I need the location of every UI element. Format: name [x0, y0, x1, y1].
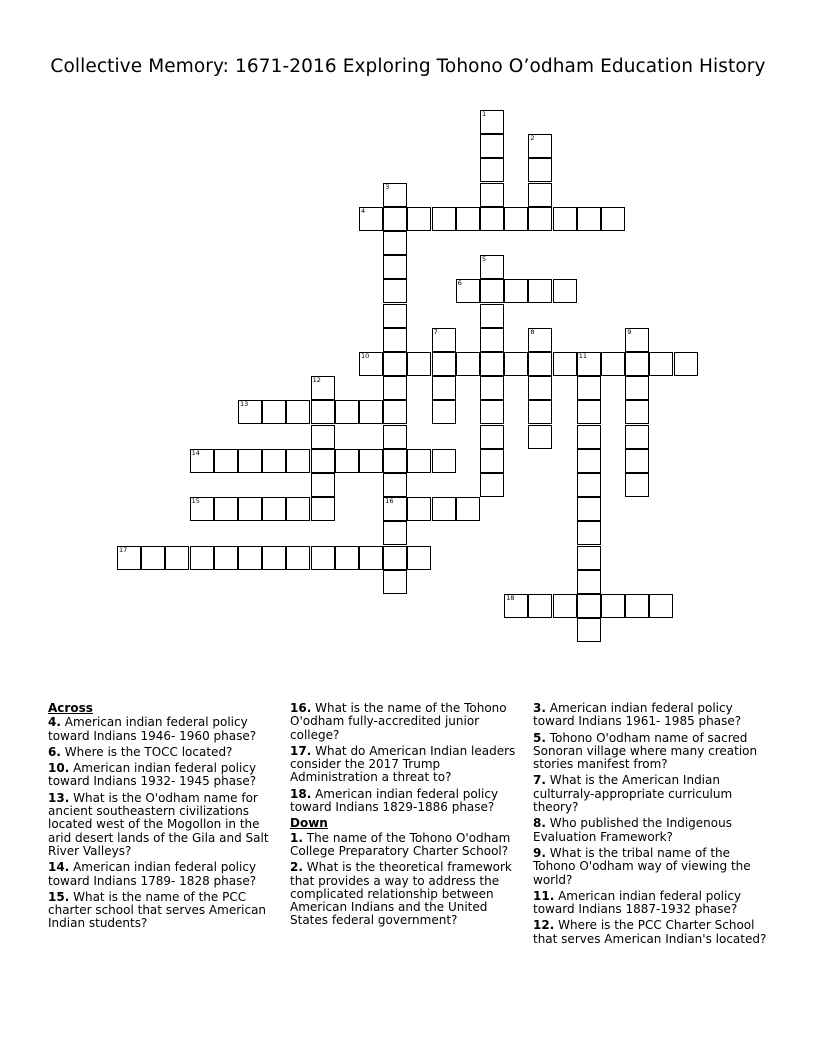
grid-cell[interactable]: [528, 328, 552, 352]
down-clue-9: [533, 847, 769, 887]
clue-text: American indian federal policy toward Indians 1887-1932 phase?: [533, 888, 742, 917]
grid-cell[interactable]: [577, 546, 601, 570]
grid-cell[interactable]: [407, 449, 431, 473]
grid-cell[interactable]: [625, 328, 649, 352]
grid-cell[interactable]: [359, 546, 383, 570]
clue-number: 5.: [533, 730, 546, 745]
clue-number: 18.: [290, 786, 312, 801]
grid-cell[interactable]: [577, 570, 601, 594]
grid-cell[interactable]: [480, 328, 504, 352]
grid-cell[interactable]: [456, 497, 480, 521]
grid-cell[interactable]: [577, 618, 601, 642]
clues-column-2: [290, 702, 520, 931]
cell-number: 4: [361, 206, 366, 215]
grid-cell[interactable]: [528, 352, 552, 376]
grid-cell[interactable]: [480, 425, 504, 449]
grid-cell[interactable]: [456, 207, 480, 231]
grid-cell[interactable]: [577, 594, 601, 618]
clue-number: 15.: [48, 889, 70, 904]
clue-number: 14.: [48, 860, 70, 875]
clue-text: American indian federal policy toward Indians 1789- 1828 phase?: [48, 860, 257, 888]
grid-cell[interactable]: [335, 449, 359, 473]
across-clue-4: [48, 716, 270, 743]
grid-cell[interactable]: [383, 352, 407, 376]
clue-text: What is the name of the Tohono O'odham fully-accredited junior college?: [290, 701, 507, 742]
clue-text: What do American Indian leaders consider the 2017 Trump Administration a threat to?: [290, 743, 516, 785]
grid-cell[interactable]: [286, 546, 310, 570]
grid-cell[interactable]: [553, 207, 577, 231]
clues-column-3: [533, 702, 769, 949]
grid-cell[interactable]: [214, 449, 238, 473]
grid-cell[interactable]: [480, 207, 504, 231]
across-heading: Across: [48, 701, 93, 715]
cell-number: 3: [385, 182, 390, 191]
down-clue-2: [290, 861, 520, 927]
grid-cell[interactable]: [625, 594, 649, 618]
clue-number: 1.: [290, 830, 303, 845]
clue-text: What is the theoretical framework that provides a way to address the complicated relationship between American Indians and the United States federal government?: [290, 860, 512, 928]
grid-cell[interactable]: [335, 546, 359, 570]
cell-number: 1: [482, 110, 487, 118]
grid-cell[interactable]: [383, 497, 407, 521]
clue-number: 2.: [290, 860, 303, 875]
down-clue-8: [533, 817, 769, 844]
grid-cell[interactable]: [577, 207, 601, 231]
clue-number: 3.: [533, 701, 546, 715]
grid-cell[interactable]: [480, 158, 504, 182]
grid-cell[interactable]: [456, 279, 480, 303]
grid-cell[interactable]: [383, 400, 407, 424]
grid-cell[interactable]: [432, 352, 456, 376]
grid-cell[interactable]: [480, 376, 504, 400]
grid-cell[interactable]: [577, 497, 601, 521]
clue-number: 6.: [48, 744, 61, 759]
grid-cell[interactable]: [528, 400, 552, 424]
grid-cell[interactable]: [141, 546, 165, 570]
across-clue-16: [290, 702, 520, 742]
grid-cell[interactable]: [383, 328, 407, 352]
cell-number: 16: [385, 497, 394, 506]
grid-cell[interactable]: [383, 183, 407, 207]
grid-cell[interactable]: [528, 376, 552, 400]
grid-cell[interactable]: [674, 352, 698, 376]
grid-cell[interactable]: [625, 473, 649, 497]
cell-number: 8: [530, 327, 535, 336]
clue-text: American indian federal policy toward Indians 1946- 1960 phase?: [48, 715, 257, 743]
grid-cell[interactable]: [528, 279, 552, 303]
grid-cell[interactable]: [311, 497, 335, 521]
grid-cell[interactable]: [504, 207, 528, 231]
grid-cell[interactable]: [359, 352, 383, 376]
grid-cell[interactable]: [504, 279, 528, 303]
grid-cell[interactable]: [480, 110, 504, 134]
grid-cell[interactable]: [359, 207, 383, 231]
clue-text: What is the O'odham name for ancient southeastern civilizations located west of the Mogollon in the arid desert lands of the Gila and Salt River Valleys?: [48, 790, 269, 858]
down-clue-5: [533, 732, 769, 772]
down-heading: Down: [290, 816, 328, 831]
grid-cell[interactable]: [407, 352, 431, 376]
grid-cell[interactable]: [238, 546, 262, 570]
clue-text: What is the American Indian culturraly-appropriate curriculum theory?: [533, 773, 733, 815]
clue-text: American indian federal policy toward Indians 1932- 1945 phase?: [48, 761, 257, 789]
cell-number: 13: [240, 400, 249, 409]
cell-number: 5: [482, 255, 487, 264]
clue-number: 11.: [533, 888, 555, 903]
grid-cell[interactable]: [383, 376, 407, 400]
grid-cell[interactable]: [432, 328, 456, 352]
cell-number: 17: [119, 545, 128, 554]
grid-cell[interactable]: [214, 546, 238, 570]
grid-cell[interactable]: [311, 546, 335, 570]
grid-cell[interactable]: [625, 449, 649, 473]
cell-number: 12: [312, 376, 321, 385]
across-clue-10: [48, 762, 270, 789]
grid-cell[interactable]: [262, 497, 286, 521]
grid-cell[interactable]: [553, 594, 577, 618]
grid-cell[interactable]: [625, 352, 649, 376]
clue-number: 17.: [290, 743, 312, 758]
cell-number: 10: [361, 352, 370, 360]
cell-number: 15: [191, 497, 200, 506]
grid-cell[interactable]: [528, 207, 552, 231]
clue-text: Who published the Indigenous Evaluation Framework?: [533, 816, 732, 844]
cell-number: 14: [191, 448, 200, 457]
grid-cell[interactable]: [311, 376, 335, 400]
down-clue-11: [533, 890, 769, 917]
grid-cell[interactable]: [383, 207, 407, 231]
grid-cell[interactable]: [649, 352, 673, 376]
clue-text: The name of the Tohono O'odham College Preparatory Charter School?: [290, 830, 511, 858]
across-clue-14: [48, 861, 270, 888]
grid-cell[interactable]: [359, 400, 383, 424]
clue-number: 9.: [533, 845, 546, 860]
grid-cell[interactable]: [480, 400, 504, 424]
cell-number: 9: [627, 327, 632, 336]
across-clue-13: [48, 792, 270, 858]
grid-cell[interactable]: [432, 497, 456, 521]
cell-number: 7: [433, 327, 438, 336]
grid-cell[interactable]: [528, 158, 552, 182]
grid-cell[interactable]: [286, 400, 310, 424]
grid-cell[interactable]: [311, 400, 335, 424]
clue-text: American indian federal policy toward Indians 1961- 1985 phase?: [533, 701, 742, 729]
grid-cell[interactable]: [480, 304, 504, 328]
grid-cell[interactable]: [190, 546, 214, 570]
grid-cell[interactable]: [577, 449, 601, 473]
down-clue-1: [290, 832, 520, 859]
grid-cell[interactable]: [383, 521, 407, 545]
down-clue-7: [533, 774, 769, 814]
clue-text: What is the tribal name of the Tohono O'odham way of viewing the world?: [533, 845, 751, 887]
grid-cell[interactable]: [383, 425, 407, 449]
grid-cell[interactable]: [311, 449, 335, 473]
clue-text: Tohono O'odham name of sacred Sonoran village where many creation stories manifest from?: [533, 730, 758, 772]
grid-cell[interactable]: [528, 425, 552, 449]
grid-cell[interactable]: [601, 352, 625, 376]
grid-cell[interactable]: [117, 546, 141, 570]
grid-cell[interactable]: [504, 594, 528, 618]
grid-cell[interactable]: [432, 449, 456, 473]
grid-cell[interactable]: [383, 449, 407, 473]
grid-cell[interactable]: [625, 425, 649, 449]
clues-column-1: [48, 702, 270, 934]
grid-cell[interactable]: [238, 400, 262, 424]
grid-cell[interactable]: [383, 304, 407, 328]
grid-cell[interactable]: [577, 400, 601, 424]
grid-cell[interactable]: [383, 546, 407, 570]
across-clue-17: [290, 745, 520, 785]
clue-number: 10.: [48, 761, 70, 776]
across-clue-18: [290, 788, 520, 815]
grid-cell[interactable]: [383, 279, 407, 303]
grid-cell[interactable]: [577, 352, 601, 376]
grid-cell[interactable]: [238, 449, 262, 473]
grid-cell[interactable]: [528, 134, 552, 158]
grid-cell[interactable]: [528, 594, 552, 618]
grid-cell[interactable]: [577, 473, 601, 497]
grid-cell[interactable]: [311, 473, 335, 497]
grid-cell[interactable]: [432, 207, 456, 231]
grid-cell[interactable]: [553, 352, 577, 376]
grid-cell[interactable]: [528, 183, 552, 207]
grid-cell[interactable]: [480, 183, 504, 207]
grid-cell[interactable]: [577, 521, 601, 545]
clue-number: 12.: [533, 918, 555, 933]
grid-cell[interactable]: [456, 352, 480, 376]
across-clue-6: [48, 746, 270, 759]
grid-cell[interactable]: [165, 546, 189, 570]
clue-number: 4.: [48, 715, 61, 730]
down-clue-12: [533, 919, 769, 946]
clue-number: 7.: [533, 773, 546, 788]
grid-cell[interactable]: [238, 497, 262, 521]
grid-cell[interactable]: [214, 497, 238, 521]
grid-cell[interactable]: [625, 400, 649, 424]
grid-cell[interactable]: [649, 594, 673, 618]
grid-cell[interactable]: [262, 449, 286, 473]
grid-cell[interactable]: [601, 594, 625, 618]
grid-cell[interactable]: [190, 497, 214, 521]
grid-cell[interactable]: [432, 400, 456, 424]
grid-cell[interactable]: [577, 425, 601, 449]
grid-cell[interactable]: [383, 231, 407, 255]
clue-text: Where is the TOCC located?: [64, 744, 233, 759]
grid-cell[interactable]: [335, 400, 359, 424]
grid-cell[interactable]: [480, 255, 504, 279]
grid-cell[interactable]: [407, 207, 431, 231]
grid-cell[interactable]: [504, 352, 528, 376]
cell-number: 6: [457, 279, 462, 288]
grid-cell[interactable]: [432, 376, 456, 400]
cell-number: 2: [530, 134, 535, 143]
clue-text: Where is the PCC Charter School that serves American Indian's located?: [533, 918, 767, 946]
grid-cell[interactable]: [577, 376, 601, 400]
grid-cell[interactable]: [480, 449, 504, 473]
grid-cell[interactable]: [383, 255, 407, 279]
grid-cell[interactable]: [359, 449, 383, 473]
clue-number: 13.: [48, 790, 70, 805]
grid-cell[interactable]: [383, 473, 407, 497]
clue-text: American indian federal policy toward Indians 1829-1886 phase?: [290, 786, 499, 815]
page-title: Collective Memory: 1671-2016 Exploring Tohono O’odham Education History: [50, 56, 766, 77]
cell-number: 18: [506, 594, 515, 602]
grid-cell[interactable]: [190, 449, 214, 473]
grid-cell[interactable]: [286, 497, 310, 521]
across-clue-15: [48, 891, 270, 931]
grid-cell[interactable]: [407, 497, 431, 521]
grid-cell[interactable]: [480, 473, 504, 497]
grid-cell[interactable]: [383, 570, 407, 594]
clue-text: What is the name of the PCC charter school that serves American Indian students?: [48, 889, 267, 931]
grid-cell[interactable]: [553, 279, 577, 303]
clue-number: 8.: [533, 816, 546, 831]
grid-cell[interactable]: [480, 134, 504, 158]
grid-cell[interactable]: [480, 279, 504, 303]
grid-cell[interactable]: [625, 376, 649, 400]
grid-cell[interactable]: [601, 207, 625, 231]
grid-cell[interactable]: [262, 546, 286, 570]
grid-cell[interactable]: [311, 425, 335, 449]
down-clue-3: [533, 702, 769, 729]
grid-cell[interactable]: [286, 449, 310, 473]
cell-number: 11: [578, 352, 588, 360]
grid-cell[interactable]: [407, 546, 431, 570]
clue-number: 16.: [290, 701, 312, 715]
grid-cell[interactable]: [262, 400, 286, 424]
grid-cell[interactable]: [480, 352, 504, 376]
